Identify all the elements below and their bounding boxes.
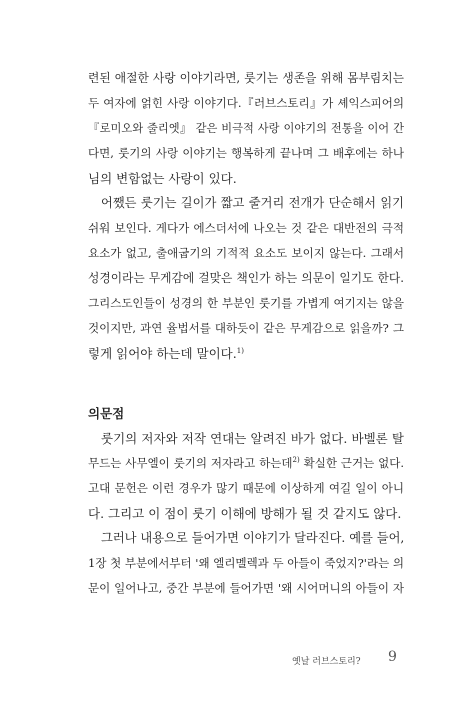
paragraph-4: [88, 526, 404, 601]
text-line: 성경이라는 무게감에 걸맞은 책인가 하는 의문이 일기도 한다.: [88, 271, 404, 285]
text-line: 쉬워 보인다. 게다가 에스더서에 나오는 것 같은 대반전의 극적: [88, 221, 404, 235]
text-line: [88, 341, 404, 366]
page-number: 9: [388, 649, 397, 665]
text-line: 두 여자에 얽힌 사랑 이야기다.『러브스토리』가 셰익스피어의: [88, 96, 404, 110]
text-line: 요소가 없고, 출애굽기의 기적적 요소도 보이지 않는다. 그래서: [88, 246, 404, 260]
section-heading: 의문점: [88, 406, 125, 421]
text-line: [88, 451, 404, 476]
paragraph-2: [88, 191, 404, 366]
text-line: 고대 문헌은 이런 경우가 많기 때문에 이상하게 여길 일이 아니: [88, 481, 404, 495]
paragraph-3: [88, 426, 404, 526]
line-text: 무드는 사무엘이 룻기의 저자라고 하는데: [88, 456, 293, 470]
text-line: 어쨌든 룻기는 길이가 짧고 줄거리 전개가 단순해서 읽기: [101, 196, 404, 210]
text-line: 련된 애절한 사랑 이야기라면, 룻기는 생존을 위해 몸부림치는: [88, 71, 404, 85]
text-line: 1장 첫 부분에서부터 '왜 엘리멜렉과 두 아들이 죽었지?'라는 의: [88, 556, 404, 570]
body-text-bottom: [88, 426, 404, 601]
text-line: 『로미오와 줄리엣』 같은 비극적 사랑 이야기의 전통을 이어 간: [88, 122, 404, 135]
text-line: 다면, 룻기의 사랑 이야기는 행복하게 끝나며 그 배후에는 하나: [88, 146, 404, 160]
text-line: 문이 일어나고, 중간 부분에 들어가면 '왜 시어머니의 아들이 자: [88, 581, 404, 595]
body-text-top: [88, 66, 404, 366]
text-line: 그러나 내용으로 들어가면 이야기가 달라진다. 예를 들어,: [101, 531, 404, 545]
line-text: 렇게 읽어야 하는데 말이다.: [88, 346, 237, 361]
line-text: 확실한 근거는 없다.: [303, 456, 404, 470]
text-line: 것이지만, 과연 율법서를 대하듯이 같은 무게감으로 읽을까? 그: [88, 321, 404, 335]
paragraph-1: [88, 66, 404, 191]
text-line: 님의 변함없는 사랑이 있다.: [88, 171, 237, 186]
footnote-marker: 2): [292, 456, 300, 465]
footnote-marker: 1): [236, 346, 244, 355]
text-line: 룻기의 저자와 저작 연대는 알려진 바가 없다. 바벨론 탈: [101, 431, 404, 446]
text-line: 다. 그리고 이 점이 룻기 이해에 방해가 될 것 같지도 않다.: [88, 506, 402, 521]
running-footer-title: 옛날 러브스토리?: [292, 657, 361, 667]
text-line: 그리스도인들이 성경의 한 부분인 룻기를 가볍게 여기지는 않을: [88, 296, 404, 310]
